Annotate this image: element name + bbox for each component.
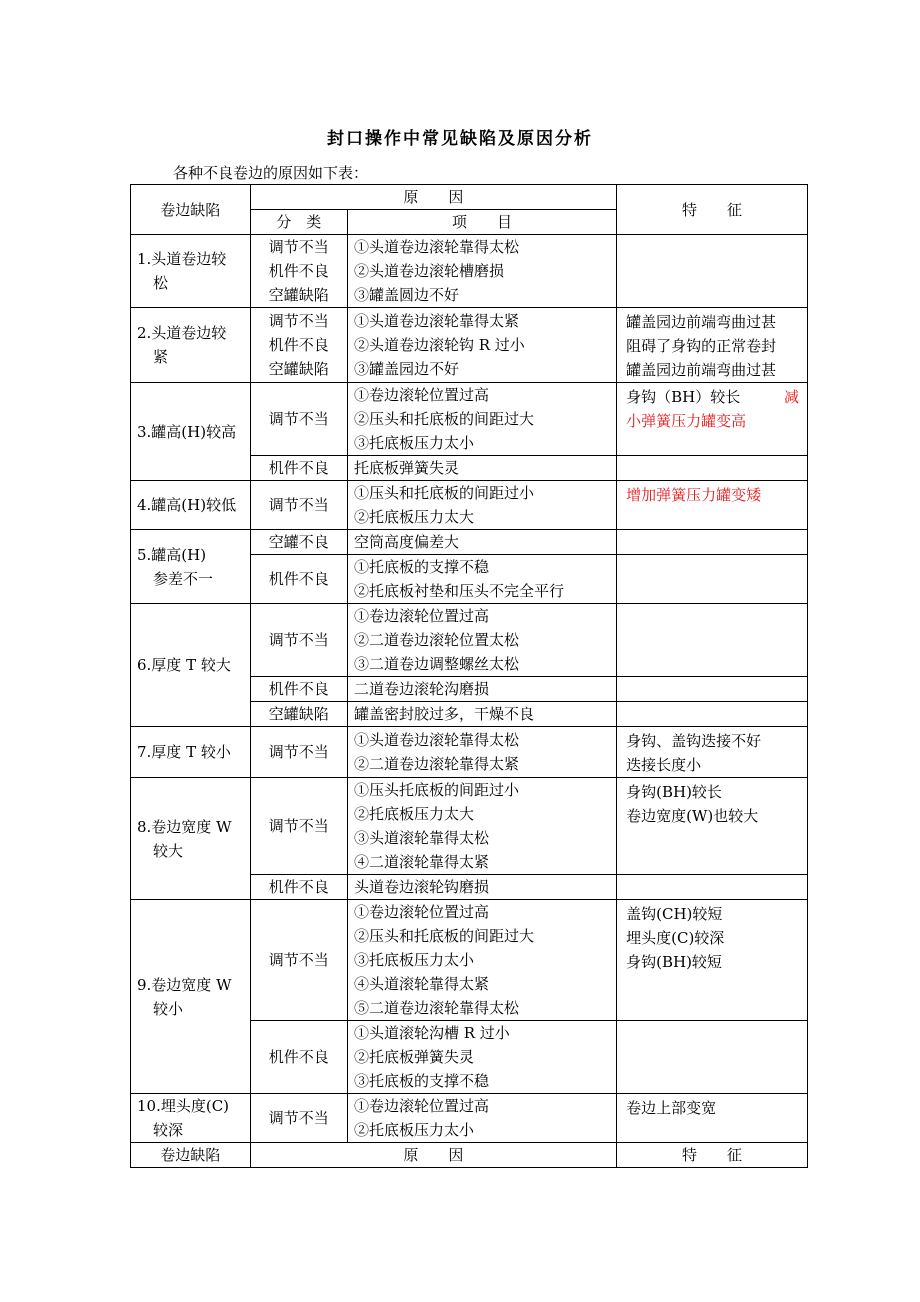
defect-cell — [131, 530, 251, 604]
category-label: 空罐缺陷 — [268, 360, 329, 378]
items-cell — [347, 702, 616, 727]
category-cell — [250, 1021, 347, 1094]
category-cell — [250, 875, 347, 900]
cause-item: 托底板弹簧失灵 — [353, 459, 459, 477]
cause-item: ①卷边滚轮位置过高 — [353, 903, 489, 921]
category-label: 机件不良 — [268, 878, 329, 896]
items-cell — [347, 900, 616, 1021]
feature-text: 罐盖园边前端弯曲过甚 — [626, 313, 777, 331]
table-row — [131, 604, 808, 677]
feature-text: 迭接长度小 — [626, 756, 702, 774]
header-feature: 特 征 — [617, 185, 808, 235]
cause-item: ①卷边滚轮位置过高 — [353, 607, 489, 625]
category-cell — [250, 308, 347, 383]
items-cell — [347, 727, 616, 778]
cause-item: 罐盖密封胶过多，干燥不良 — [353, 705, 534, 723]
feature-cell — [617, 481, 808, 530]
category-label: 空罐不良 — [268, 533, 329, 551]
feature-cell — [617, 702, 808, 727]
category-label: 调节不当 — [268, 817, 329, 835]
feature-cell — [617, 383, 808, 456]
category-label: 空罐缺陷 — [268, 286, 329, 304]
defect-label: 松 — [153, 274, 169, 292]
cause-item: ①压头托底板的间距过小 — [353, 781, 519, 799]
items-cell — [347, 875, 616, 900]
cause-item: ③二道卷边调整螺丝太松 — [353, 655, 519, 673]
items-cell — [347, 677, 616, 702]
category-cell — [250, 677, 347, 702]
page-title: 封口操作中常见缺陷及原因分析 — [327, 129, 593, 149]
footer-defect: 卷边缺陷 — [131, 1143, 251, 1168]
cause-item: ②托底板压力太大 — [353, 508, 474, 526]
cause-item: 头道卷边滚轮钩磨损 — [353, 878, 489, 896]
defect-cell — [131, 604, 251, 727]
category-label: 调节不当 — [268, 496, 329, 514]
feature-text: 小弹簧压力罐变高 — [626, 412, 747, 430]
feature-cell — [617, 1094, 808, 1143]
feature-text: 身钩(BH)较长 — [626, 783, 722, 801]
category-label: 调节不当 — [268, 238, 329, 256]
category-label: 机件不良 — [268, 336, 329, 354]
feature-cell — [617, 530, 808, 555]
defect-label: 10.埋头度(C) — [137, 1097, 230, 1115]
category-label: 机件不良 — [268, 1048, 329, 1066]
items-cell — [347, 1021, 616, 1094]
footer-cause: 原 因 — [250, 1143, 617, 1168]
table-row — [131, 481, 808, 530]
cause-item: ②托底板压力太小 — [353, 1121, 474, 1139]
footer-row — [131, 1143, 808, 1168]
category-cell — [250, 456, 347, 481]
items-cell — [347, 555, 616, 604]
category-label: 机件不良 — [268, 262, 329, 280]
feature-cell — [617, 1021, 808, 1094]
cause-item: ②托底板弹簧失灵 — [353, 1048, 474, 1066]
category-cell — [250, 604, 347, 677]
category-label: 调节不当 — [268, 410, 329, 428]
footer-feature: 特 征 — [617, 1143, 808, 1168]
category-cell — [250, 1094, 347, 1143]
defect-cell — [131, 778, 251, 900]
items-cell — [347, 383, 616, 456]
category-label: 机件不良 — [268, 680, 329, 698]
feature-text: 增加弹簧压力罐变矮 — [626, 486, 762, 504]
defect-label: 1.头道卷边较 — [137, 250, 227, 268]
defect-label: 3.罐高(H)较高 — [137, 422, 237, 441]
defect-label: 5.罐高(H) — [137, 545, 207, 564]
feature-text — [626, 385, 807, 409]
cause-item: ③头道滚轮靠得太松 — [353, 829, 489, 847]
feature-text: 身钩（BH）较长 — [626, 388, 741, 406]
category-cell — [250, 530, 347, 555]
defect-cell — [131, 900, 251, 1094]
category-label: 调节不当 — [268, 1109, 329, 1127]
defect-label: 9.卷边宽度 W — [137, 975, 232, 994]
category-cell — [250, 778, 347, 875]
feature-cell — [617, 727, 808, 778]
category-label: 调节不当 — [268, 743, 329, 761]
feature-cell — [617, 456, 808, 481]
category-cell — [250, 235, 347, 308]
defect-table — [130, 184, 808, 1168]
category-cell — [250, 727, 347, 778]
category-label: 调节不当 — [268, 631, 329, 649]
defect-label: 较大 — [153, 841, 184, 860]
intro-text: 各种不良卷边的原因如下表： — [173, 164, 369, 182]
defect-label: 较深 — [153, 1121, 184, 1139]
cause-item: ①头道滚轮沟槽 R 过小 — [353, 1024, 510, 1042]
category-label: 空罐缺陷 — [268, 705, 329, 723]
header-defect: 卷边缺陷 — [131, 185, 251, 235]
category-label: 机件不良 — [268, 570, 329, 588]
feature-cell — [617, 308, 808, 383]
feature-text: 盖钩(CH)较短 — [626, 905, 723, 923]
defect-label: 4.罐高(H)较低 — [137, 496, 237, 514]
defect-label: 紧 — [153, 348, 169, 366]
cause-item: ①头道卷边滚轮靠得太松 — [353, 731, 519, 749]
items-cell — [347, 308, 616, 383]
defect-label: 参差不一 — [153, 569, 214, 588]
cause-item: ②二道卷边滚轮靠得太紧 — [353, 755, 519, 773]
cause-item: ①压头和托底板的间距过小 — [353, 484, 534, 502]
defect-label: 8.卷边宽度 W — [137, 817, 232, 836]
cause-item: ②压头和托底板的间距过大 — [353, 927, 534, 945]
cause-item: ①卷边滚轮位置过高 — [353, 1097, 489, 1115]
defect-cell — [131, 235, 251, 308]
cause-item: ①头道卷边滚轮靠得太松 — [353, 238, 519, 256]
items-cell — [347, 235, 616, 308]
category-label: 调节不当 — [268, 312, 329, 330]
feature-text: 身钩、盖钩迭接不好 — [626, 732, 762, 750]
table-row — [131, 235, 808, 308]
table-row — [131, 530, 808, 555]
items-cell — [347, 456, 616, 481]
cause-item: ①卷边滚轮位置过高 — [353, 386, 489, 404]
cause-item: ⑤二道卷边滚轮靠得太松 — [353, 999, 519, 1017]
defect-cell — [131, 727, 251, 778]
items-cell — [347, 1094, 616, 1143]
table-row — [131, 778, 808, 875]
feature-text: 埋头度(C)较深 — [626, 929, 725, 947]
feature-text: 身钩(BH)较短 — [626, 953, 722, 971]
defect-label: 2.头道卷边较 — [137, 324, 227, 342]
table-row — [131, 900, 808, 1021]
cause-item: ②头道卷边滚轮槽磨损 — [353, 262, 504, 280]
header-item: 项 目 — [347, 210, 616, 235]
header-cause: 原 因 — [250, 185, 617, 210]
defect-cell — [131, 481, 251, 530]
table-row — [131, 383, 808, 456]
cause-item: ③罐盖园边不好 — [353, 360, 459, 378]
cause-item: ②头道卷边滚轮钩 R 过小 — [353, 336, 525, 354]
feature-cell — [617, 875, 808, 900]
cause-item: ②压头和托底板的间距过大 — [353, 410, 534, 428]
cause-item: 空筒高度偏差大 — [353, 533, 459, 551]
items-cell — [347, 778, 616, 875]
items-cell — [347, 530, 616, 555]
feature-cell — [617, 900, 808, 1021]
feature-text: 卷边上部变宽 — [626, 1099, 717, 1117]
category-cell — [250, 702, 347, 727]
cause-item: ③罐盖圆边不好 — [353, 286, 459, 304]
cause-item: ②二道卷边滚轮位置太松 — [353, 631, 519, 649]
category-cell — [250, 383, 347, 456]
defect-cell — [131, 1094, 251, 1143]
category-cell — [250, 900, 347, 1021]
cause-item: ②托底板衬垫和压头不完全平行 — [353, 582, 564, 600]
cause-item: ④头道滚轮靠得太紧 — [353, 975, 489, 993]
cause-item: ①头道卷边滚轮靠得太紧 — [353, 312, 519, 330]
feature-cell — [617, 604, 808, 677]
cause-item: ①托底板的支撑不稳 — [353, 558, 489, 576]
cause-item: ④二道滚轮靠得太紧 — [353, 853, 489, 871]
feature-text-red: 减 — [783, 388, 799, 406]
defect-cell — [131, 383, 251, 481]
category-label: 调节不当 — [268, 951, 329, 969]
header-category: 分 类 — [250, 210, 347, 235]
defect-cell — [131, 308, 251, 383]
cause-item: ③托底板压力太小 — [353, 434, 474, 452]
category-cell — [250, 555, 347, 604]
feature-text: 卷边宽度(W)也较大 — [626, 807, 759, 825]
feature-cell — [617, 677, 808, 702]
feature-cell — [617, 778, 808, 875]
cause-item: 二道卷边滚轮沟磨损 — [353, 680, 489, 698]
items-cell — [347, 481, 616, 530]
feature-cell — [617, 235, 808, 308]
table-row — [131, 1094, 808, 1143]
category-cell — [250, 481, 347, 530]
cause-item: ②托底板压力太大 — [353, 805, 474, 823]
defect-label: 6.厚度 T 较大 — [137, 656, 231, 674]
table-row — [131, 308, 808, 383]
cause-item: ③托底板的支撑不稳 — [353, 1072, 489, 1090]
feature-text: 罐盖园边前端弯曲过甚 — [626, 361, 777, 379]
table-row — [131, 727, 808, 778]
category-label: 机件不良 — [268, 459, 329, 477]
items-cell — [347, 604, 616, 677]
defect-label: 7.厚度 T 较小 — [137, 743, 231, 761]
feature-cell — [617, 555, 808, 604]
feature-text: 阻碍了身钩的正常卷封 — [626, 337, 777, 355]
defect-label: 较小 — [153, 999, 184, 1018]
cause-item: ③托底板压力太小 — [353, 951, 474, 969]
